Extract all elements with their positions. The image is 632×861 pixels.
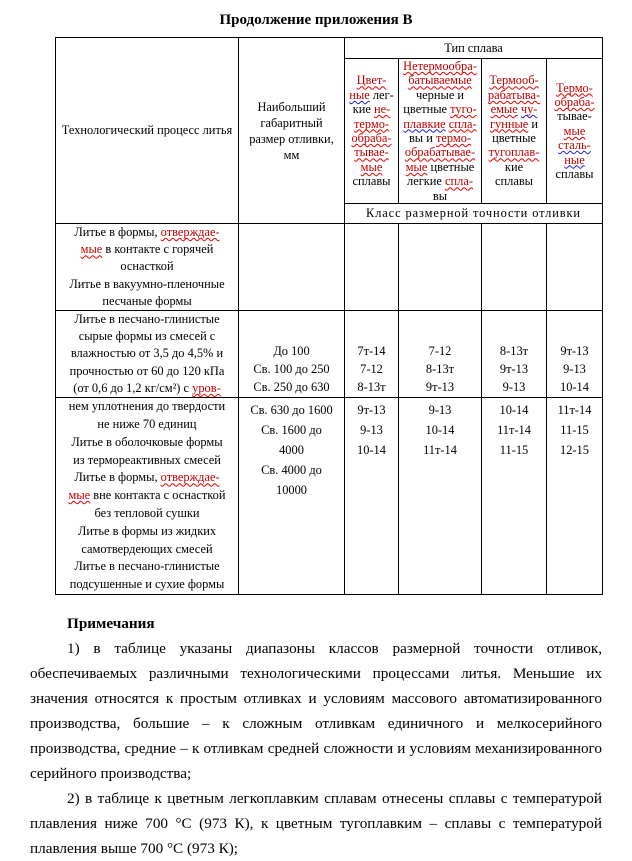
size-cell xyxy=(239,224,345,311)
table-row xyxy=(56,224,603,311)
class-values-cell xyxy=(345,224,399,311)
notes-section xyxy=(30,611,602,861)
accuracy-class-header: Класс размерной точности отливки xyxy=(345,204,603,224)
alloy-column-header-heat-treated-steel: Термо- обраба- тывае- мые сталь- ные сплавы xyxy=(547,59,603,204)
note-item-1: 1) в таблице указаны диапазоны классов размерной точности отливок, обеспечиваемых различными технологическими процессами литья. Меньшие их значения относятся к простым отливках и условиям массового автоматизированного производства, большие – к сложным отливкам единичного и мелкосерийного производства, средние – к отливкам средней сложности и условиям механизированного серийного производства; xyxy=(30,640,602,783)
process-cell: нем уплотнения до твердости не ниже 70 единиц Литье в оболочковые формы из терморeактивных смесей Литье в формы, отверждае- мые вне контакта с оснасткой без тепловой сушки Литье в формы из жидких самотвердеющих смесей Литье в песчано-глинистые подсушенные и сухие формы xyxy=(56,398,239,595)
class-values-cell: 7-12 8-13т 9т-13 xyxy=(399,311,482,398)
notes-heading: Примечания xyxy=(67,615,155,633)
note-item-2: 2) в таблице к цветным легкоплавким сплавам отнесены сплавы с температурой плавления ниже 700 °С (973 К), к цветным тугоплавким – сплавы с температурой плавления выше 700 °С (973 К); xyxy=(30,790,602,858)
class-values-cell: 9т-13 9-13 10-14 xyxy=(547,311,603,398)
class-values-cell: 11т-14 11-15 12-15 xyxy=(547,398,603,595)
size-cell: До 100 Св. 100 до 250 Св. 250 до 630 xyxy=(239,311,345,398)
page-title: Продолжение приложения В xyxy=(219,12,413,28)
class-values-cell: 10-14 11т-14 11-15 xyxy=(482,398,547,595)
class-values-cell: 9-13 10-14 11т-14 xyxy=(399,398,482,595)
alloy-column-header-nonheat-treated: Нетермообра- батываемые черные и цветные туго- плавкие спла- вы и термо- обрабатывае- мые цветные легкие спла- вы xyxy=(399,59,482,204)
class-values-cell xyxy=(399,224,482,311)
size-column-header: Наибольший габаритный размер отливки, мм xyxy=(239,38,345,224)
alloy-column-header-heat-treated-iron: Термооб- рабатыва- емые чу- гунные и цветные тугоплав- кие сплавы xyxy=(482,59,547,204)
process-cell: Литье в формы, отверждае- мые в контакте с горячей оснасткой Литье в вакуумно-пленочные песчаные формы xyxy=(56,224,239,311)
process-column-header: Технологический процесс литья xyxy=(56,38,239,224)
class-values-cell: 9т-13 9-13 10-14 xyxy=(345,398,399,595)
table-row xyxy=(56,398,603,595)
alloy-column-header-nonferrous-light: Цвет- ные лег- кие не- термо- обраба- тывае- мые сплавы xyxy=(345,59,399,204)
class-values-cell: 7т-14 7-12 8-13т xyxy=(345,311,399,398)
casting-accuracy-table xyxy=(55,37,603,595)
class-values-cell xyxy=(482,224,547,311)
alloy-type-group-header: Тип сплава xyxy=(345,38,603,59)
table-row xyxy=(56,311,603,398)
size-cell: Св. 630 до 1600 Св. 1600 до 4000 Св. 4000 до 10000 xyxy=(239,398,345,595)
class-values-cell xyxy=(547,224,603,311)
class-values-cell: 8-13т 9т-13 9-13 xyxy=(482,311,547,398)
process-cell: Литье в песчано-глинистые сырые формы из смесей с влажностью от 3,5 до 4,5% и прочностью от 60 до 120 кПа (от 0,6 до 1,2 кг/см²) с уров- xyxy=(56,311,239,398)
